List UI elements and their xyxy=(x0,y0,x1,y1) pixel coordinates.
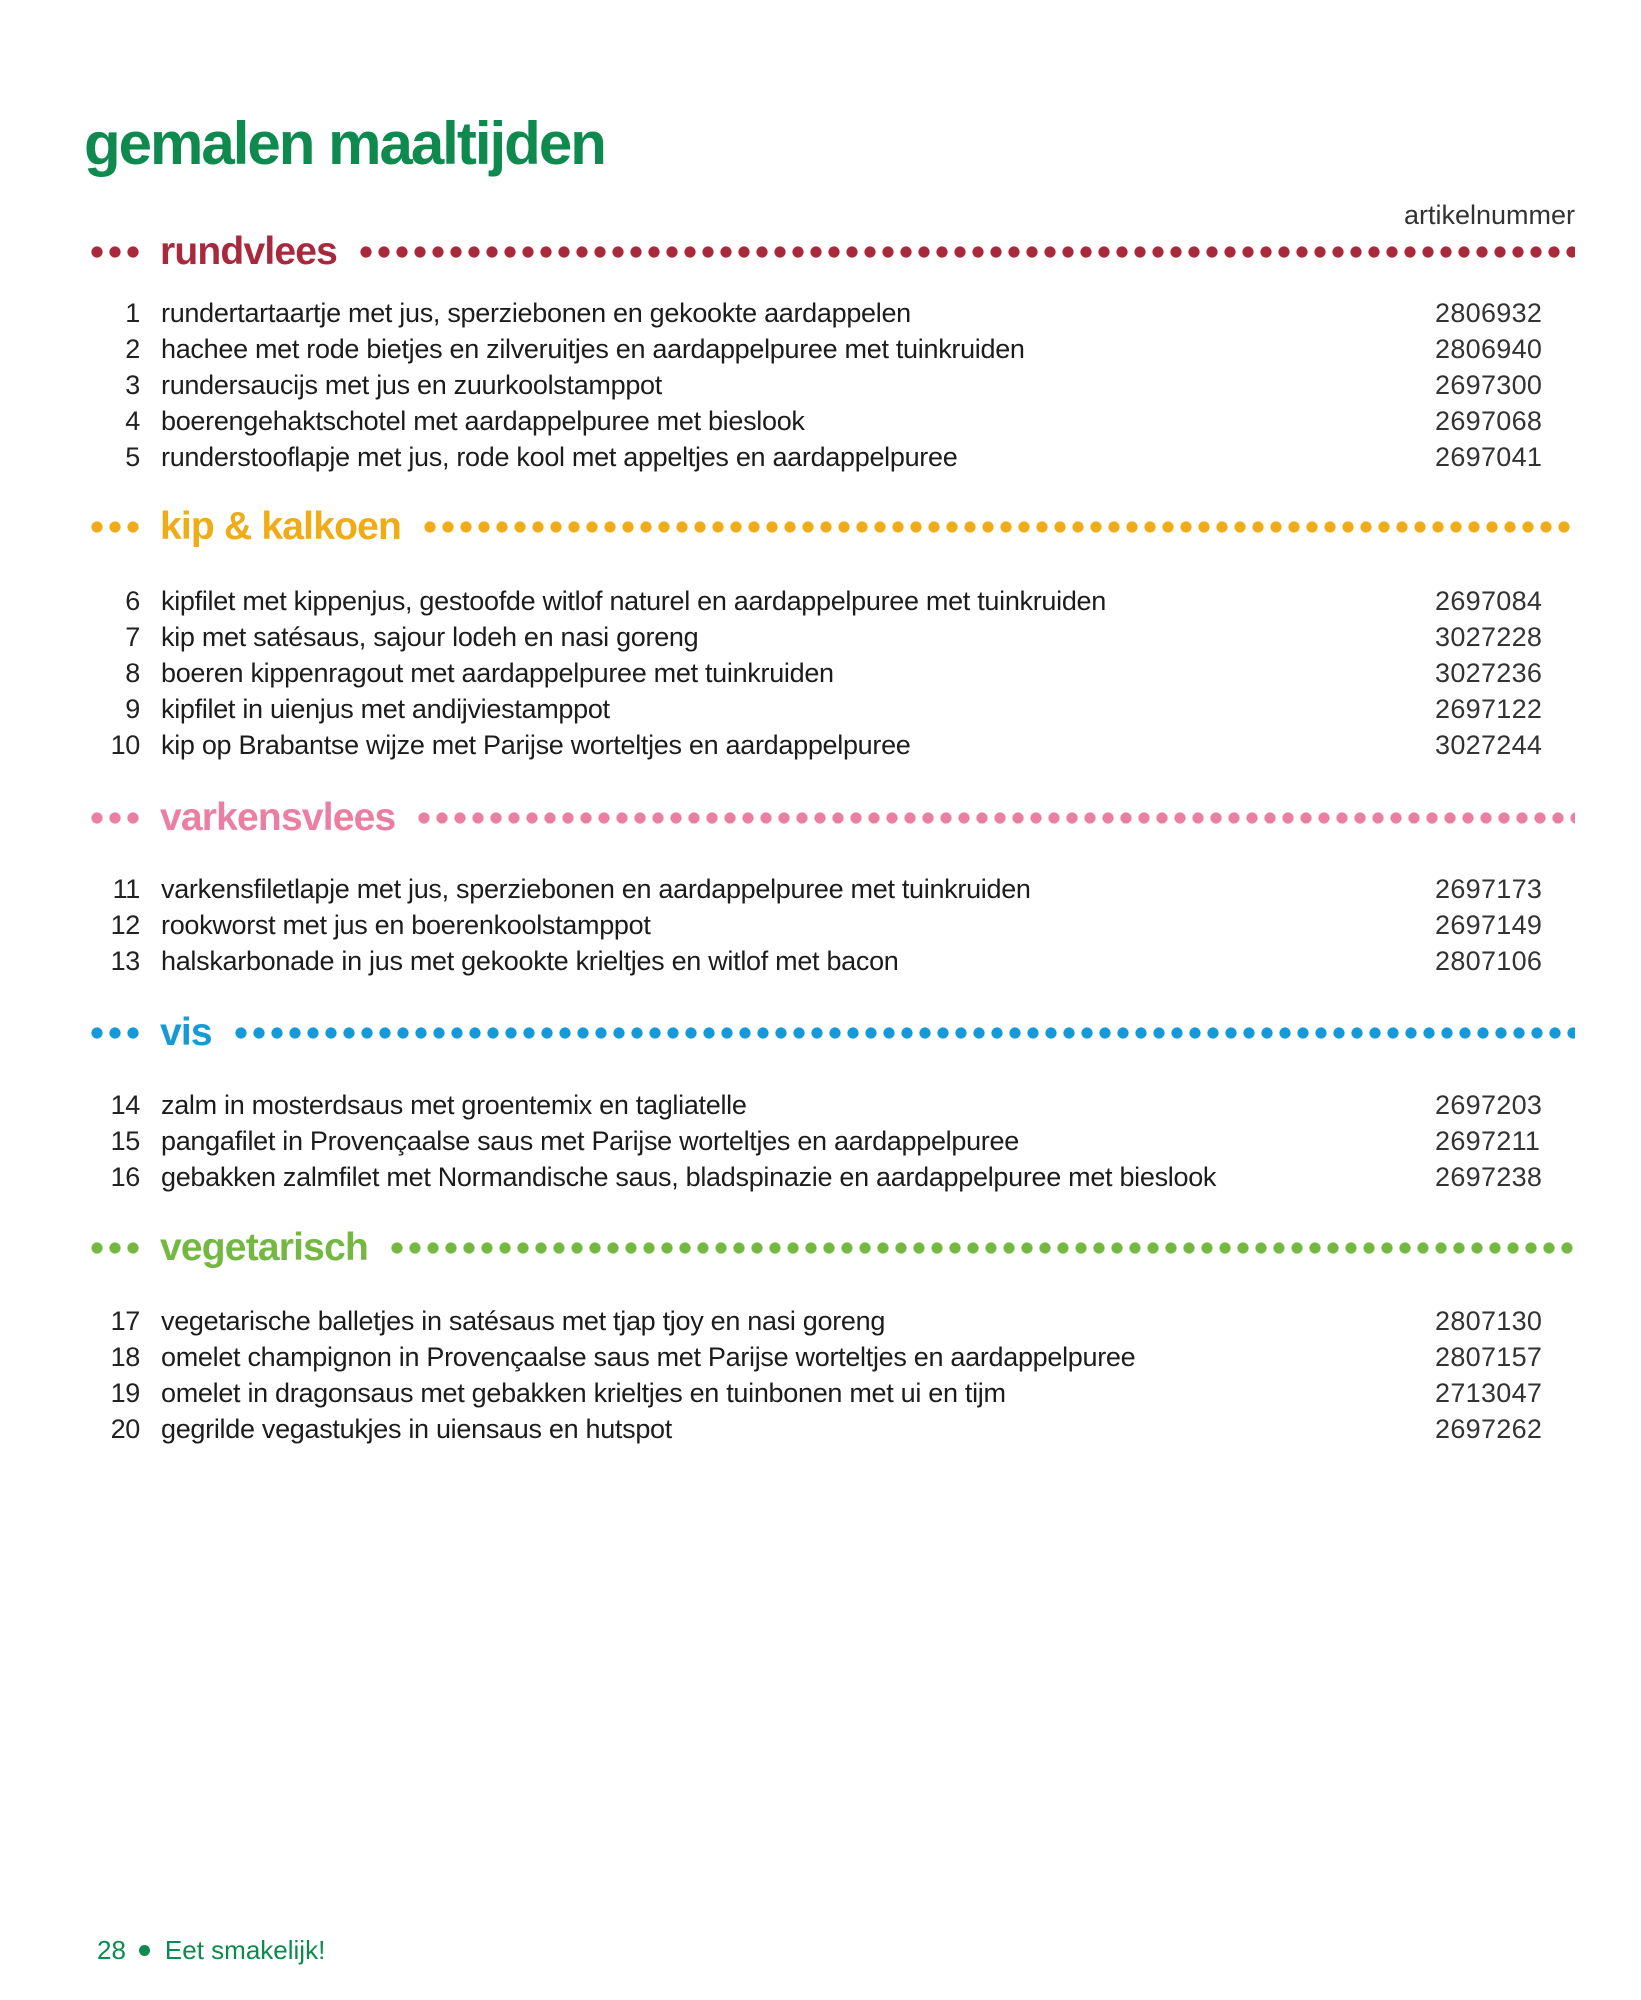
list-item xyxy=(88,403,1575,439)
item-list-rundvlees xyxy=(88,295,1575,475)
list-item xyxy=(88,331,1575,367)
list-item xyxy=(88,871,1575,907)
item-description: rundertartaartje met jus, sperziebonen en gekookte aardappelen xyxy=(161,298,911,328)
item-description: kip op Brabantse wijze met Parijse worteltjes en aardappelpuree xyxy=(161,730,911,760)
list-item xyxy=(88,1159,1575,1195)
list-item xyxy=(88,1411,1575,1447)
item-number: 1 xyxy=(125,298,140,328)
section-title-varkensvlees: varkensvlees xyxy=(160,796,396,839)
column-header-artikelnummer: artikelnummer xyxy=(1403,200,1575,230)
item-description: halskarbonade in jus met gekookte krieltjes en witlof met bacon xyxy=(161,946,899,976)
item-description: zalm in mosterdsaus met groentemix en tagliatelle xyxy=(161,1090,747,1120)
item-number: 19 xyxy=(110,1378,140,1408)
item-number: 17 xyxy=(110,1306,140,1336)
item-number: 6 xyxy=(125,586,140,616)
list-item xyxy=(88,1375,1575,1411)
dotted-rule-trail xyxy=(421,520,1575,534)
item-number: 16 xyxy=(110,1162,140,1192)
item-description: kip met satésaus, sajour lodeh en nasi goreng xyxy=(161,622,699,652)
dotted-rule-lead xyxy=(88,1026,144,1040)
item-number: 9 xyxy=(125,694,140,724)
item-description: rookworst met jus en boerenkoolstamppot xyxy=(161,910,651,940)
item-number: 14 xyxy=(110,1090,140,1120)
item-description: gebakken zalmfilet met Normandische saus, bladspinazie en aardappelpuree met bieslook xyxy=(161,1162,1217,1192)
item-number: 2 xyxy=(125,334,140,364)
page-number: 28 xyxy=(97,1935,126,1965)
item-list-varkensvlees xyxy=(88,871,1575,979)
item-article-number: 2697238 xyxy=(1435,1162,1543,1192)
item-list-vegetarisch xyxy=(88,1303,1575,1447)
section-header-vegetarisch xyxy=(88,1223,1575,1273)
item-description: runderstooflapje met jus, rode kool met appeltjes en aardappelpuree xyxy=(161,442,958,472)
dotted-rule-lead xyxy=(88,520,144,534)
item-description: hachee met rode bietjes en zilveruitjes en aardappelpuree met tuinkruiden xyxy=(161,334,1025,364)
list-item xyxy=(88,619,1575,655)
item-description: kipfilet met kippenjus, gestoofde witlof naturel en aardappelpuree met tuinkruiden xyxy=(161,586,1106,616)
item-number: 3 xyxy=(125,370,140,400)
list-item xyxy=(88,1303,1575,1339)
item-number: 8 xyxy=(125,658,140,688)
item-article-number: 2697084 xyxy=(1435,586,1543,616)
item-description: vegetarische balletjes in satésaus met tjap tjoy en nasi goreng xyxy=(161,1306,886,1336)
item-description: rundersaucijs met jus en zuurkoolstamppot xyxy=(161,370,662,400)
item-article-number: 2697068 xyxy=(1435,406,1543,436)
item-article-number: 2806932 xyxy=(1435,298,1543,328)
list-item xyxy=(88,691,1575,727)
item-number: 13 xyxy=(110,946,140,976)
item-article-number: 2697122 xyxy=(1435,694,1543,724)
item-article-number: 3027236 xyxy=(1435,658,1543,688)
item-number: 20 xyxy=(110,1414,140,1444)
item-description: omelet in dragonsaus met gebakken krieltjes en tuinbonen met ui en tijm xyxy=(161,1378,1006,1408)
item-description: kipfilet in uienjus met andijviestamppot xyxy=(161,694,610,724)
section-header-varkensvlees xyxy=(88,793,1575,843)
list-item xyxy=(88,907,1575,943)
item-number: 12 xyxy=(110,910,140,940)
item-list-kip-kalkoen xyxy=(88,583,1575,763)
dotted-rule-lead xyxy=(88,245,144,259)
item-number: 5 xyxy=(125,442,140,472)
list-item xyxy=(88,655,1575,691)
dotted-rule-trail xyxy=(415,811,1575,825)
item-article-number: 2806940 xyxy=(1435,334,1543,364)
item-number: 4 xyxy=(125,406,140,436)
section-title-vegetarisch: vegetarisch xyxy=(160,1226,368,1269)
dotted-rule-trail xyxy=(388,1241,1575,1255)
page-footer xyxy=(97,1933,325,1967)
section-header-rundvlees xyxy=(88,227,1575,277)
list-item xyxy=(88,1123,1575,1159)
section-title-kip-kalkoen: kip & kalkoen xyxy=(160,505,402,548)
section-title-rundvlees: rundvlees xyxy=(160,230,338,273)
item-article-number: 2713047 xyxy=(1435,1378,1543,1408)
item-description: boerengehaktschotel met aardappelpuree met bieslook xyxy=(161,406,805,436)
bullet-dot-icon xyxy=(139,1945,150,1956)
item-article-number: 2697262 xyxy=(1435,1414,1543,1444)
list-item xyxy=(88,295,1575,331)
item-description: pangafilet in Provençaalse saus met Parijse worteltjes en aardappelpuree xyxy=(161,1126,1019,1156)
item-number: 11 xyxy=(112,874,140,904)
list-item xyxy=(88,439,1575,475)
dotted-rule-trail xyxy=(357,245,1575,259)
list-item xyxy=(88,943,1575,979)
list-item xyxy=(88,367,1575,403)
footer-tagline: Eet smakelijk! xyxy=(164,1935,326,1965)
dotted-rule-trail xyxy=(232,1026,1575,1040)
item-article-number: 2697173 xyxy=(1435,874,1543,904)
item-description: varkensfiletlapje met jus, sperziebonen en aardappelpuree met tuinkruiden xyxy=(161,874,1031,904)
item-description: gegrilde vegastukjes in uiensaus en hutspot xyxy=(161,1414,672,1444)
item-article-number: 2697041 xyxy=(1435,442,1543,472)
dotted-rule-lead xyxy=(88,1241,144,1255)
list-item xyxy=(88,727,1575,763)
item-article-number: 3027228 xyxy=(1435,622,1543,652)
item-description: omelet champignon in Provençaalse saus met Parijse worteltjes en aardappelpuree xyxy=(161,1342,1136,1372)
list-item xyxy=(88,1087,1575,1123)
item-number: 15 xyxy=(110,1126,140,1156)
item-number: 7 xyxy=(125,622,140,652)
item-article-number: 2807130 xyxy=(1435,1306,1543,1336)
dotted-rule-lead xyxy=(88,811,144,825)
item-article-number: 2807157 xyxy=(1435,1342,1543,1372)
page-title: gemalen maaltijden xyxy=(84,110,605,177)
item-article-number: 2697203 xyxy=(1435,1090,1543,1120)
item-article-number: 3027244 xyxy=(1435,730,1543,760)
item-description: boeren kippenragout met aardappelpuree met tuinkruiden xyxy=(161,658,834,688)
section-title-vis: vis xyxy=(160,1011,212,1054)
item-article-number: 2697300 xyxy=(1435,370,1543,400)
item-article-number: 2697149 xyxy=(1435,910,1543,940)
item-number: 10 xyxy=(110,730,140,760)
item-number: 18 xyxy=(110,1342,140,1372)
item-list-vis xyxy=(88,1087,1575,1195)
list-item xyxy=(88,1339,1575,1375)
item-article-number: 2807106 xyxy=(1435,946,1543,976)
section-header-kip-kalkoen xyxy=(88,502,1575,552)
section-header-vis xyxy=(88,1008,1575,1058)
item-article-number: 2697211 xyxy=(1435,1126,1541,1156)
list-item xyxy=(88,583,1575,619)
